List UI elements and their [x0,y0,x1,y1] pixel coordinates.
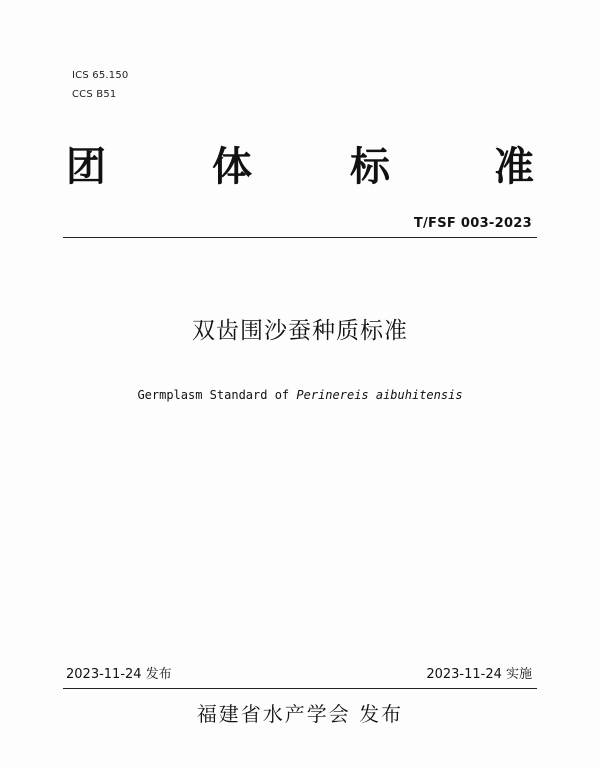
publish-date: 2023-11-24 发布 [66,667,172,682]
standard-type-char: 团 [66,144,106,190]
standard-type-char: 准 [494,144,534,190]
title-chinese: 双齿围沙蚕种质标准 [192,318,408,344]
implement-date: 2023-11-24 实施 [426,667,532,682]
title-english-species: Perinereis aibuhitensis [296,388,463,402]
bottom-divider [63,688,537,689]
publisher-line: 福建省水产学会 发布 [196,702,404,726]
standard-type-char: 标 [350,144,390,190]
ccs-code: CCS B51 [72,89,117,100]
title-english-prefix: Germplasm Standard of [137,388,297,402]
title-english [0,388,600,402]
standard-type-heading [66,142,536,192]
standard-number: T/FSF 003-2023 [413,216,532,231]
top-divider [63,237,537,238]
standard-type-char: 体 [212,144,252,190]
ics-code: ICS 65.150 [72,70,129,81]
